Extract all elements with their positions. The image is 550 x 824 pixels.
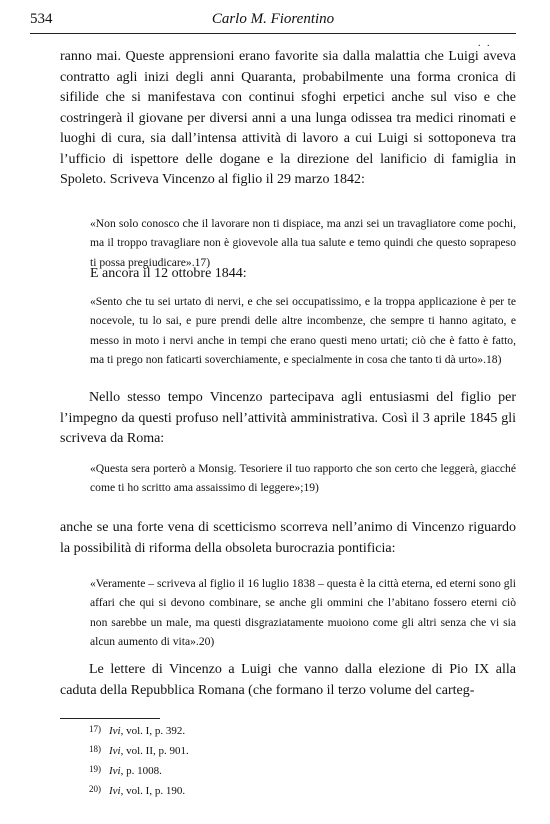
quote-3: «Questa sera porterò a Monsig. Tesoriere il tuo rapporto che son certo che leggerà, giacché come ti ho scritto ama assaissimo di leggere»;19): [90, 462, 516, 495]
footnote-text: , p. 1008.: [120, 765, 162, 777]
footnote-text: , vol. I, p. 392.: [120, 725, 186, 737]
footnote-number: 17): [89, 724, 101, 734]
paragraph-1: ranno mai. Queste apprensioni erano favorite sia dalla malattia che Luigi aveva contratto agli inizi degli anni Quaranta, probabilmente una forma cronica di sifilide che si manifestava con continui sfoghi erpetici anche sul viso e che costringerà il giovane per diversi anni a una lunga odissea tra medici rinomati e luoghi di cura, sia dall’intensa attività di lavoro a cui Luigi si sottoponeva tra l’ufficio di ispettore delle dogane e la direzione del lanificio di famiglia in Spoleto. Scriveva Vincenzo al figlio il 29 marzo 1842:: [60, 49, 516, 187]
running-title: Carlo M. Fiorentino: [211, 11, 335, 27]
page-number: 534: [30, 11, 53, 27]
footnote-ref: Ivi: [109, 765, 121, 777]
footnote-text: , vol. II, p. 901.: [120, 745, 189, 757]
paragraph-3: Nello stesso tempo Vincenzo partecipava agli entusiasmi del figlio per l’impegno da questi profuso nell’attività amministrativa. Così il 3 aprile 1845 gli scriveva da Roma:: [60, 390, 516, 446]
footnote-number: 20): [89, 784, 101, 794]
print-marks: . .: [478, 38, 492, 49]
footnote-17: [89, 722, 185, 738]
footnote-ref: Ivi: [109, 725, 121, 737]
footnote-18: [89, 742, 189, 758]
quote-1: «Non solo conosco che il lavorare non ti dispiace, ma anzi sei un travagliatore come pochi, ma il troppo travagliare non è giovevole alla tua salute e temo quindi che questo soprapeso ti possa pregiudicare».17): [90, 217, 516, 269]
footnote-rule: [60, 718, 160, 719]
footnote-number: 19): [89, 764, 101, 774]
footnote-19: [89, 762, 162, 778]
quote-2: «Sento che tu sei urtato di nervi, e che sei occupatissimo, e la troppa applicazione è per te nocevole, tu lo sai, e pure prendi delle altre incombenze, che sempre ti hanno agitato, e messo in moto i nervi anche in tempi che erano questi meno urtati; ciò che è fatto è fatto, ma ti prego non faticarti soverchiamente, e specialmente in cosa che tanto ti dà urto».18): [90, 295, 516, 366]
paragraph-5: Le lettere di Vincenzo a Luigi che vanno dalla elezione di Pio IX alla caduta della Repubblica Romana (che formano il terzo volume del carteg-: [60, 662, 516, 698]
quote-4: «Veramente – scriveva al figlio il 16 luglio 1838 – questa è la città eterna, ed eterni sono gli affari che qui si devono combinare, se anche gli ommini che l’abitano fossero eterni ciò non sarebbe un male, ma questi disgraziatamente muoiono come gli altri senza che vi sia alcun aumento di vita».20): [90, 577, 516, 648]
paragraph-2: E ancora il 12 ottobre 1844:: [90, 266, 247, 281]
footnote-text: , vol. I, p. 190.: [120, 785, 186, 797]
header-rule: [30, 33, 516, 34]
footnote-ref: Ivi: [109, 745, 121, 757]
footnote-ref: Ivi: [109, 785, 121, 797]
footnote-20: [89, 782, 185, 798]
paragraph-4: anche se una forte vena di scetticismo scorreva nell’animo di Vincenzo riguardo la possibilità di riforma della obsoleta burocrazia pontificia:: [60, 520, 516, 556]
running-header: [30, 9, 516, 31]
footnote-number: 18): [89, 744, 101, 754]
